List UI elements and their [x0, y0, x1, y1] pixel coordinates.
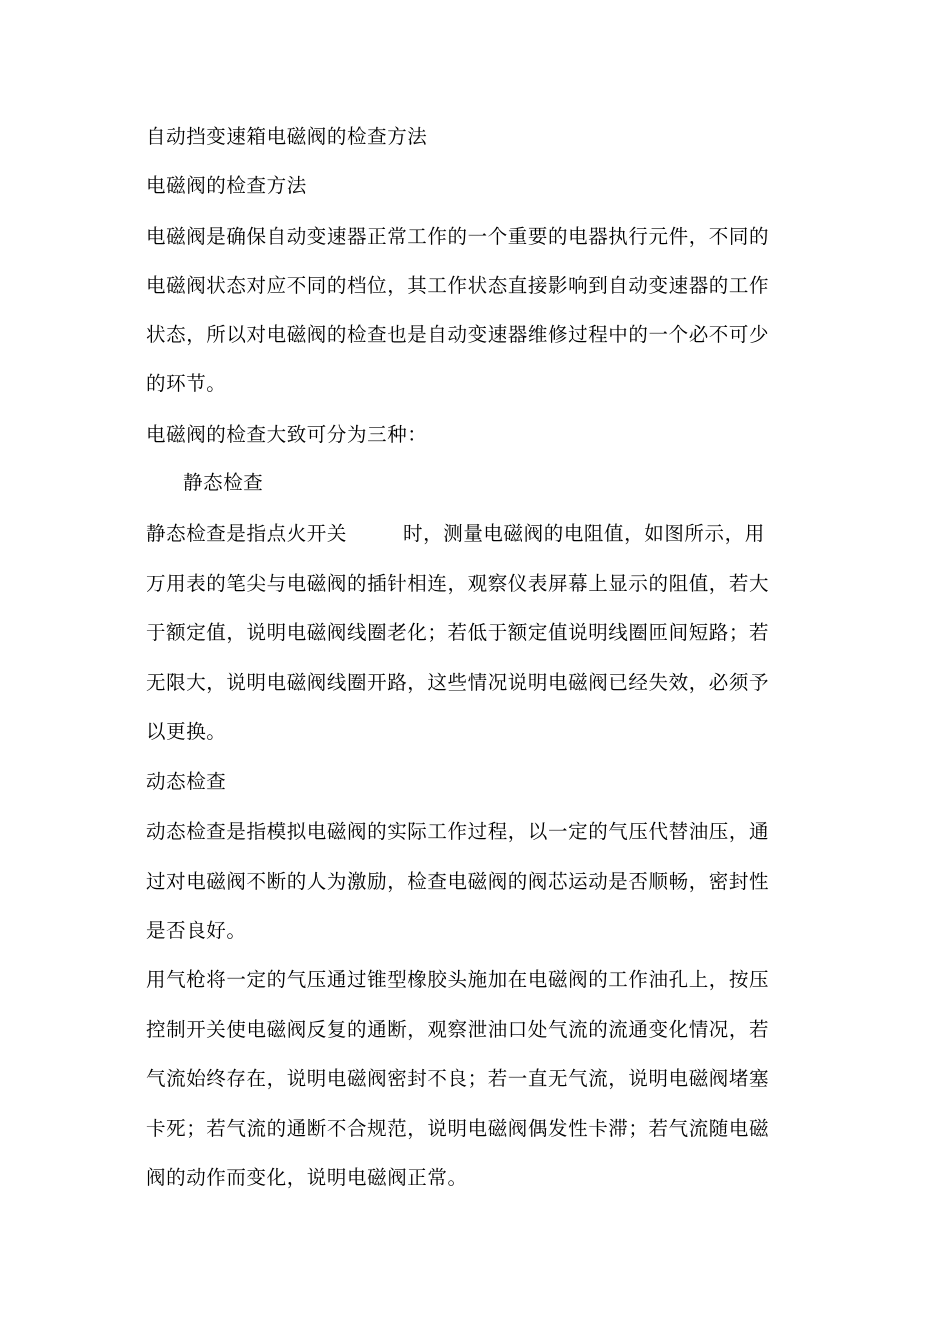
text-segment: 静态检查是指点火开关 — [146, 522, 348, 545]
paragraph-line: 无限大，说明电磁阀线圈开路，这些情况说明电磁阀已经失效，必须予 — [146, 671, 770, 694]
subsection-heading: 动态检查 — [146, 770, 227, 793]
paragraph-line: 电磁阀是确保自动变速器正常工作的一个重要的电器执行元件，不同的 — [146, 225, 770, 248]
document-title: 自动挡变速箱电磁阀的检查方法 — [146, 125, 428, 148]
paragraph-line: 的环节。 — [146, 372, 227, 395]
paragraph-line: 过对电磁阀不断的人为激励，检查电磁阀的阀芯运动是否顺畅，密封性 — [146, 870, 770, 893]
paragraph-line: 电磁阀的检查大致可分为三种： — [146, 423, 428, 446]
paragraph-line: 状态，所以对电磁阀的检查也是自动变速器维修过程中的一个必不可少 — [146, 323, 770, 346]
paragraph-line — [146, 521, 765, 547]
paragraph-line: 用气枪将一定的气压通过锥型橡胶头施加在电磁阀的工作油孔上，按压 — [146, 968, 770, 991]
paragraph-line: 气流始终存在，说明电磁阀密封不良；若一直无气流，说明电磁阀堵塞 — [146, 1067, 770, 1090]
paragraph-line: 阀的动作而变化，说明电磁阀正常。 — [146, 1166, 468, 1189]
paragraph-line: 卡死；若气流的通断不合规范，说明电磁阀偶发性卡滞；若气流随电磁 — [146, 1117, 770, 1140]
paragraph-line: 控制开关使电磁阀反复的通断，观察泄油口处气流的流通变化情况，若 — [146, 1018, 770, 1041]
paragraph-line: 是否良好。 — [146, 919, 247, 942]
text-segment: 时，测量电磁阀的电阻值，如图所示，用 — [403, 522, 765, 545]
paragraph-line: 万用表的笔尖与电磁阀的插针相连，观察仪表屏幕上显示的阻值，若大 — [146, 572, 770, 595]
paragraph-line: 电磁阀状态对应不同的档位，其工作状态直接影响到自动变速器的工作 — [146, 274, 770, 297]
paragraph-line: 于额定值，说明电磁阀线圈老化；若低于额定值说明线圈匝间短路；若 — [146, 621, 770, 644]
paragraph-line: 动态检查是指模拟电磁阀的实际工作过程，以一定的气压代替油压，通 — [146, 820, 770, 843]
subsection-heading: 静态检查 — [183, 471, 264, 494]
section-heading: 电磁阀的检查方法 — [146, 174, 307, 197]
paragraph-line: 以更换。 — [146, 720, 227, 743]
